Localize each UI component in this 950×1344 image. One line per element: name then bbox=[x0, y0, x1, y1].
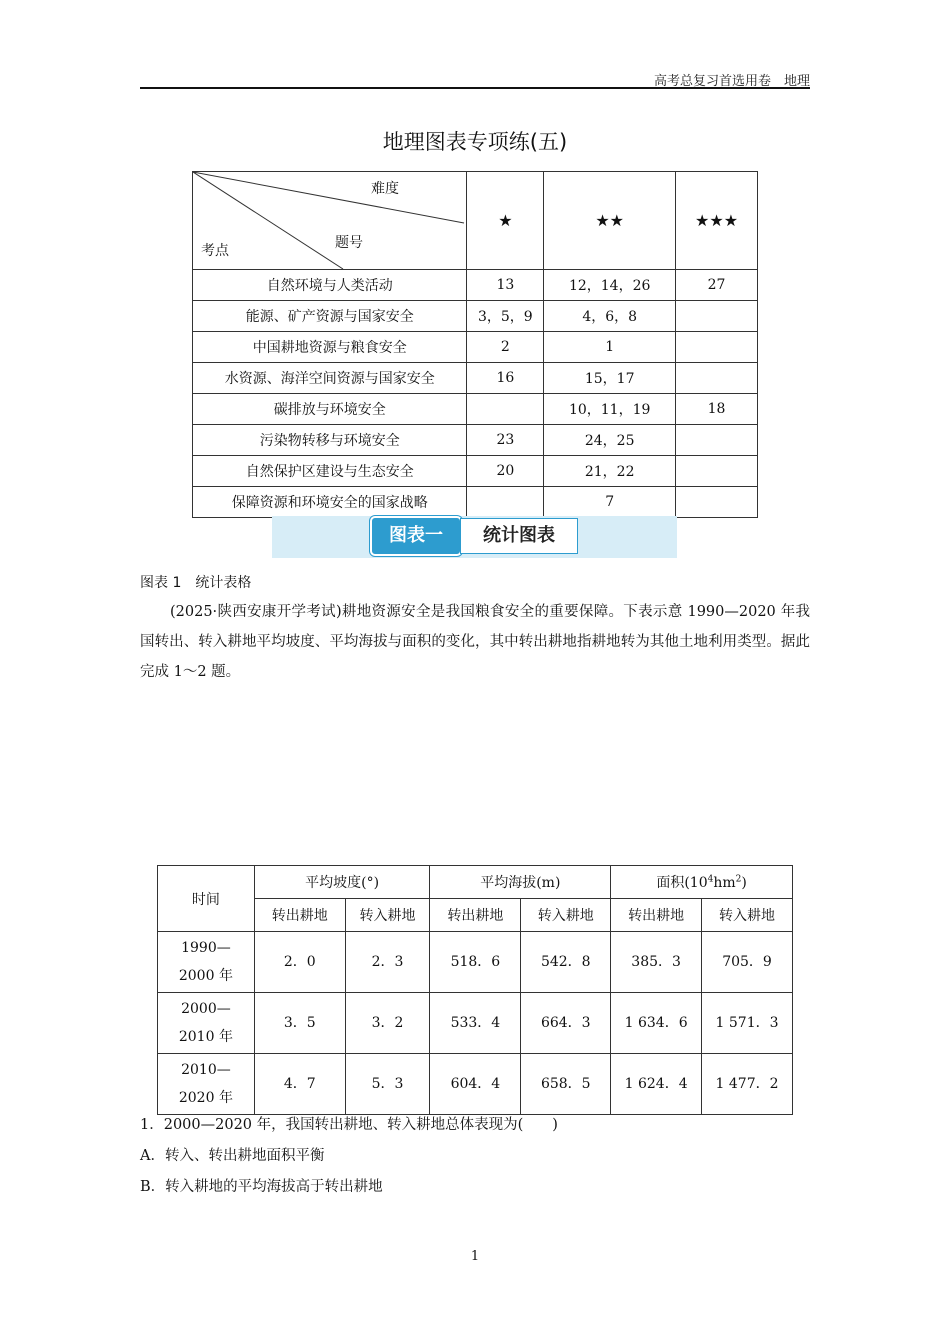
page-title: 地理图表专项练(五) bbox=[382, 130, 568, 154]
period-end: 2010 年 bbox=[178, 1029, 233, 1045]
level-one-cell: 3，5，9 bbox=[467, 301, 544, 332]
area-out-cell: 1 624．4 bbox=[611, 1054, 702, 1115]
slope-out-cell: 4．7 bbox=[254, 1054, 345, 1115]
period-cell bbox=[158, 932, 255, 993]
topic-cell: 自然保护区建设与生态安全 bbox=[193, 456, 467, 487]
area-header-suffix: ) bbox=[741, 875, 747, 891]
level-one-cell bbox=[467, 487, 544, 518]
banner-tag: 图表一 bbox=[370, 516, 462, 556]
level-two-star: ★★ bbox=[544, 172, 676, 270]
area-out-cell: 1 634．6 bbox=[611, 993, 702, 1054]
level-one-cell: 2 bbox=[467, 332, 544, 363]
period-cell bbox=[158, 1054, 255, 1115]
altitude-header: 平均海拔(m) bbox=[430, 866, 611, 899]
area-header-exp2: 2 bbox=[735, 874, 742, 885]
topic-cell: 污染物转移与环境安全 bbox=[193, 425, 467, 456]
slope-in-cell: 2．3 bbox=[345, 932, 430, 993]
area-out-cell: 385．3 bbox=[611, 932, 702, 993]
level-three-cell bbox=[676, 425, 758, 456]
slope-in-cell: 5．3 bbox=[345, 1054, 430, 1115]
alt-out-cell: 518．6 bbox=[430, 932, 521, 993]
topic-cell: 能源、矿产资源与国家安全 bbox=[193, 301, 467, 332]
alt-out-header: 转出耕地 bbox=[430, 899, 521, 932]
level-two-cell: 15，17 bbox=[544, 363, 676, 394]
alt-out-cell: 533．4 bbox=[430, 993, 521, 1054]
area-in-cell: 705．9 bbox=[702, 932, 793, 993]
banner-label: 统计图表 bbox=[460, 518, 578, 554]
slope-out-cell: 2．0 bbox=[254, 932, 345, 993]
alt-in-cell: 542．8 bbox=[521, 932, 611, 993]
area-header-exp1: 4 bbox=[707, 874, 714, 885]
table-row bbox=[193, 487, 758, 518]
subheading: 图表 1 统计表格 bbox=[140, 575, 252, 591]
slope-in-header: 转入耕地 bbox=[345, 899, 430, 932]
slope-out-cell: 3．5 bbox=[254, 993, 345, 1054]
period-start: 1990— bbox=[181, 940, 231, 956]
level-one-cell: 23 bbox=[467, 425, 544, 456]
topic-cell: 碳排放与环境安全 bbox=[193, 394, 467, 425]
area-out-header: 转出耕地 bbox=[611, 899, 702, 932]
topic-cell: 保障资源和环境安全的国家战略 bbox=[193, 487, 467, 518]
option-a: A．转入、转出耕地面积平衡 bbox=[140, 1148, 325, 1164]
topic-cell: 中国耕地资源与粮食安全 bbox=[193, 332, 467, 363]
slope-in-cell: 3．2 bbox=[345, 993, 430, 1054]
level-one-cell bbox=[467, 394, 544, 425]
topic-cell: 水资源、海洋空间资源与国家安全 bbox=[193, 363, 467, 394]
level-one-cell: 16 bbox=[467, 363, 544, 394]
diag-bottom-label: 考点 bbox=[201, 243, 229, 259]
header-rule bbox=[140, 87, 810, 89]
area-header-mid: hm bbox=[713, 875, 736, 891]
slope-out-header: 转出耕地 bbox=[254, 899, 345, 932]
area-in-header: 转入耕地 bbox=[702, 899, 793, 932]
alt-out-cell: 604．4 bbox=[430, 1054, 521, 1115]
level-one-star: ★ bbox=[467, 172, 544, 270]
table-row bbox=[158, 993, 793, 1054]
group-header-row bbox=[158, 866, 793, 899]
level-three-cell bbox=[676, 363, 758, 394]
level-three-star: ★★★ bbox=[676, 172, 758, 270]
intro-paragraph: (2025·陕西安康开学考试)耕地资源安全是我国粮食安全的重要保障。下表示意 1990—2020 年我国转出、转入耕地平均坡度、平均海拔与面积的变化，其中转出耕地指耕地转为其他土地利用类型。据此完成 1～2 题。 bbox=[140, 604, 810, 680]
table-row bbox=[193, 425, 758, 456]
period-end: 2020 年 bbox=[178, 1090, 233, 1106]
level-three-cell: 18 bbox=[676, 394, 758, 425]
level-two-cell: 10，11，19 bbox=[544, 394, 676, 425]
area-in-cell: 1 477．2 bbox=[702, 1054, 793, 1115]
difficulty-table bbox=[192, 171, 758, 518]
time-header: 时间 bbox=[158, 866, 255, 932]
table-row bbox=[158, 932, 793, 993]
area-in-cell: 1 571．3 bbox=[702, 993, 793, 1054]
table-row bbox=[193, 456, 758, 487]
table-row bbox=[193, 332, 758, 363]
period-end: 2000 年 bbox=[178, 968, 233, 984]
slope-header: 平均坡度(°) bbox=[254, 866, 430, 899]
period-start: 2000— bbox=[181, 1001, 231, 1017]
difficulty-table-header bbox=[193, 172, 758, 270]
area-header bbox=[611, 866, 793, 899]
level-two-cell: 21，22 bbox=[544, 456, 676, 487]
level-one-cell: 20 bbox=[467, 456, 544, 487]
page-number: 1 bbox=[470, 1249, 480, 1264]
section-banner bbox=[272, 516, 677, 558]
level-three-cell bbox=[676, 301, 758, 332]
table-row bbox=[193, 363, 758, 394]
period-cell bbox=[158, 993, 255, 1054]
alt-in-header: 转入耕地 bbox=[521, 899, 611, 932]
option-b: B．转入耕地的平均海拔高于转出耕地 bbox=[140, 1179, 383, 1195]
level-three-cell bbox=[676, 456, 758, 487]
area-header-prefix: 面积(10 bbox=[656, 875, 708, 891]
table-row bbox=[193, 270, 758, 301]
running-header: 高考总复习首选用卷 地理 bbox=[653, 74, 810, 89]
diag-top-label: 难度 bbox=[371, 181, 399, 197]
topic-cell: 自然环境与人类活动 bbox=[193, 270, 467, 301]
table-row bbox=[193, 301, 758, 332]
period-start: 2010— bbox=[181, 1062, 231, 1078]
table-row bbox=[193, 394, 758, 425]
level-two-cell: 24，25 bbox=[544, 425, 676, 456]
level-two-cell: 7 bbox=[544, 487, 676, 518]
diag-middle-label: 题号 bbox=[335, 235, 363, 251]
farmland-data-table bbox=[157, 865, 793, 1115]
level-one-cell: 13 bbox=[467, 270, 544, 301]
diagonal-header-cell bbox=[193, 172, 467, 270]
level-two-cell: 4，6，8 bbox=[544, 301, 676, 332]
level-three-cell: 27 bbox=[676, 270, 758, 301]
alt-in-cell: 658．5 bbox=[521, 1054, 611, 1115]
level-three-cell bbox=[676, 487, 758, 518]
alt-in-cell: 664．3 bbox=[521, 993, 611, 1054]
level-three-cell bbox=[676, 332, 758, 363]
level-two-cell: 1 bbox=[544, 332, 676, 363]
diagonal-lines bbox=[193, 172, 468, 269]
table-row bbox=[158, 1054, 793, 1115]
level-two-cell: 12，14，26 bbox=[544, 270, 676, 301]
question-1: 1．2000—2020 年，我国转出耕地、转入耕地总体表现为( ) bbox=[140, 1117, 558, 1133]
